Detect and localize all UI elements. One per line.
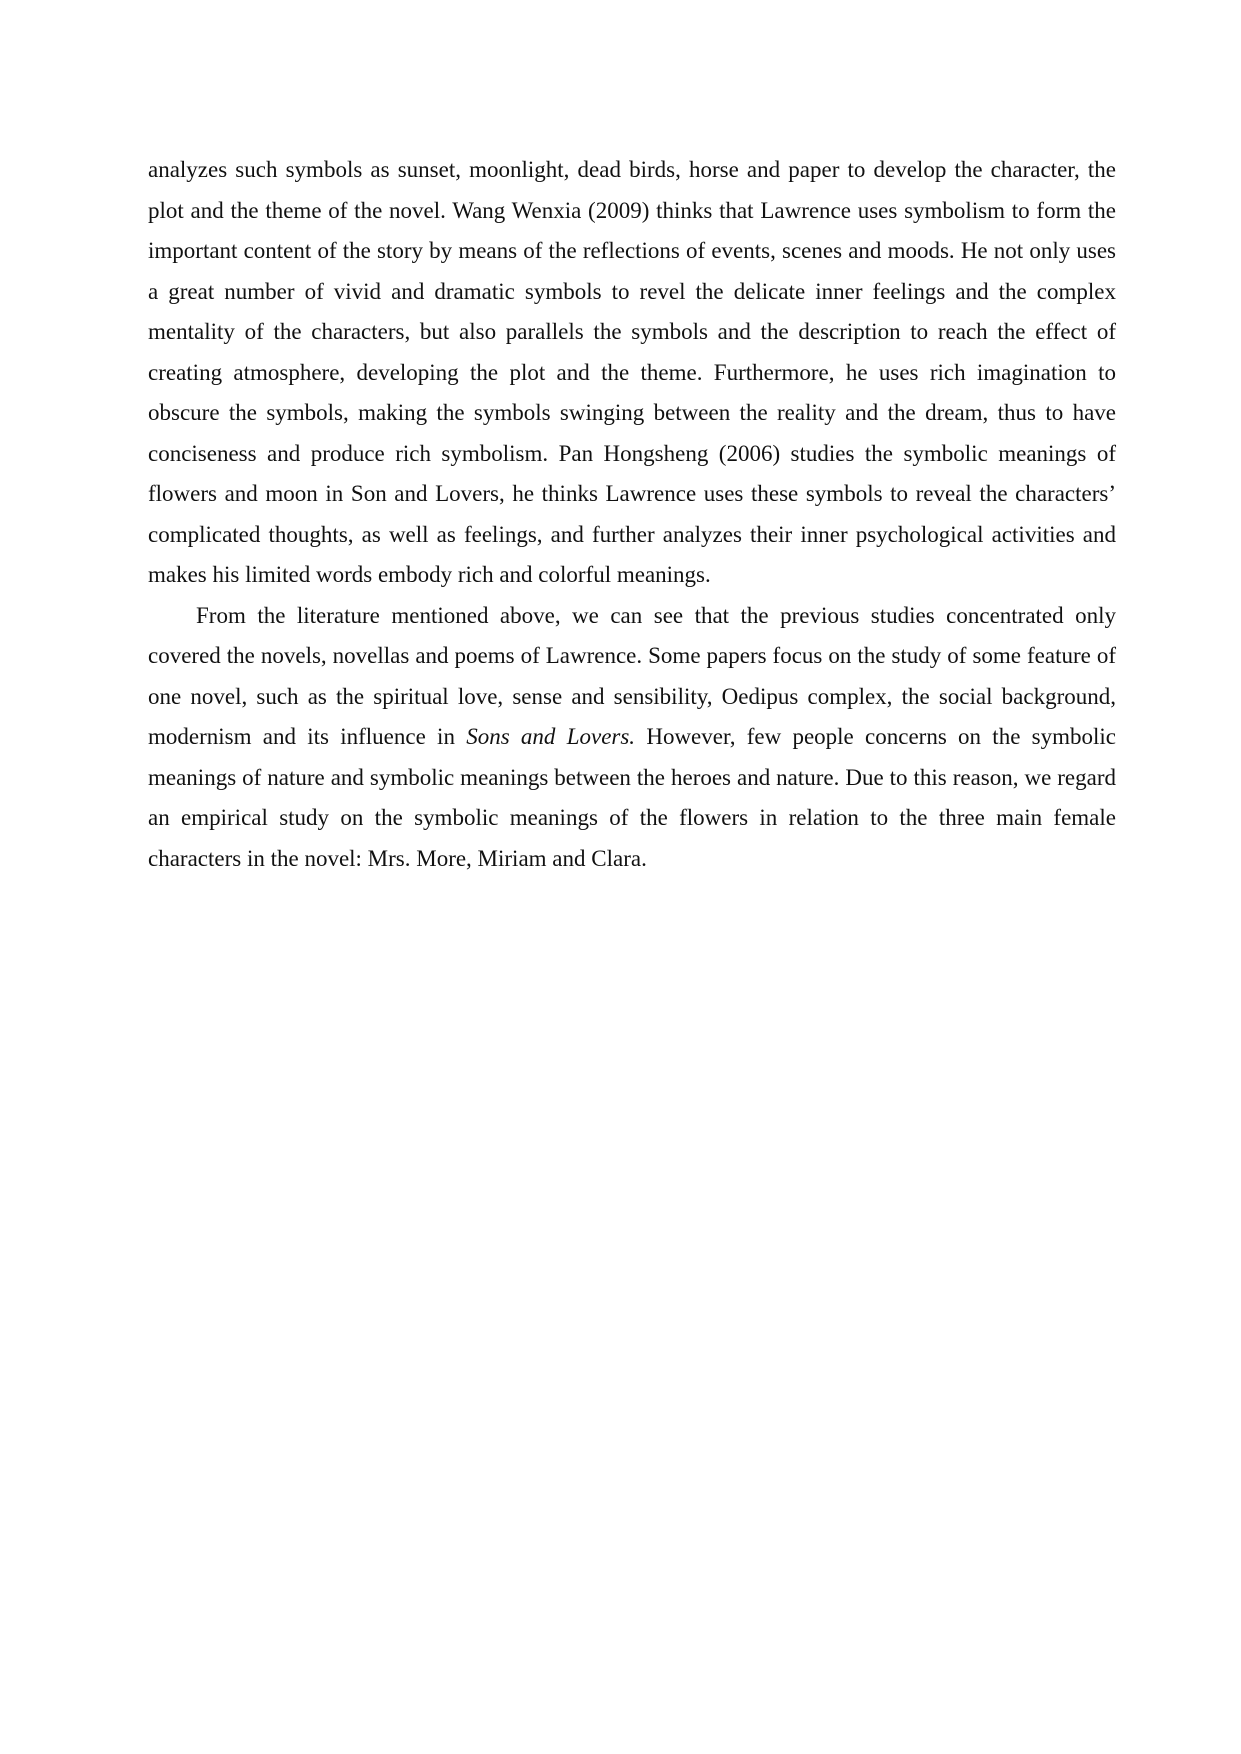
paragraph-2-text-before-title: From the literature mentioned above, we can see that the previous studies concentrated only covered the novels, novellas and poems of Lawrence. Some papers focus on the study of some feature of one novel, such as the spiritual love, sense and sensibility, Oedipus complex, the social background, modernism and its influence in <box>148 602 1116 749</box>
paragraph-2 <box>148 596 1116 880</box>
paragraph-2-text-after-title: However, few people concerns on the symbolic meanings of nature and symbolic meanings between the heroes and nature. Due to this reason, we regard an empirical study on the symbolic meanings of the flowers in relation to the three main female characters in the novel: Mrs. More, Miriam and Clara. <box>148 724 1116 871</box>
book-title: Sons and Lovers. <box>466 724 636 749</box>
body-text <box>148 150 1116 879</box>
paragraph-1: analyzes such symbols as sunset, moonlight, dead birds, horse and paper to develop the character, the plot and the theme of the novel. Wang Wenxia (2009) thinks that Lawrence uses symbolism to form the important content of the story by means of the reflections of events, scenes and moods. He not only uses a great number of vivid and dramatic symbols to revel the delicate inner feelings and the complex mentality of the characters, but also parallels the symbols and the description to reach the effect of creating atmosphere, developing the plot and the theme. Furthermore, he uses rich imagination to obscure the symbols, making the symbols swinging between the reality and the dream, thus to have conciseness and produce rich symbolism. Pan Hongsheng (2006) studies the symbolic meanings of flowers and moon in Son and Lovers, he thinks Lawrence uses these symbols to reveal the characters’ complicated thoughts, as well as feelings, and further analyzes their inner psychological activities and makes his limited words embody rich and colorful meanings. <box>148 157 1116 587</box>
